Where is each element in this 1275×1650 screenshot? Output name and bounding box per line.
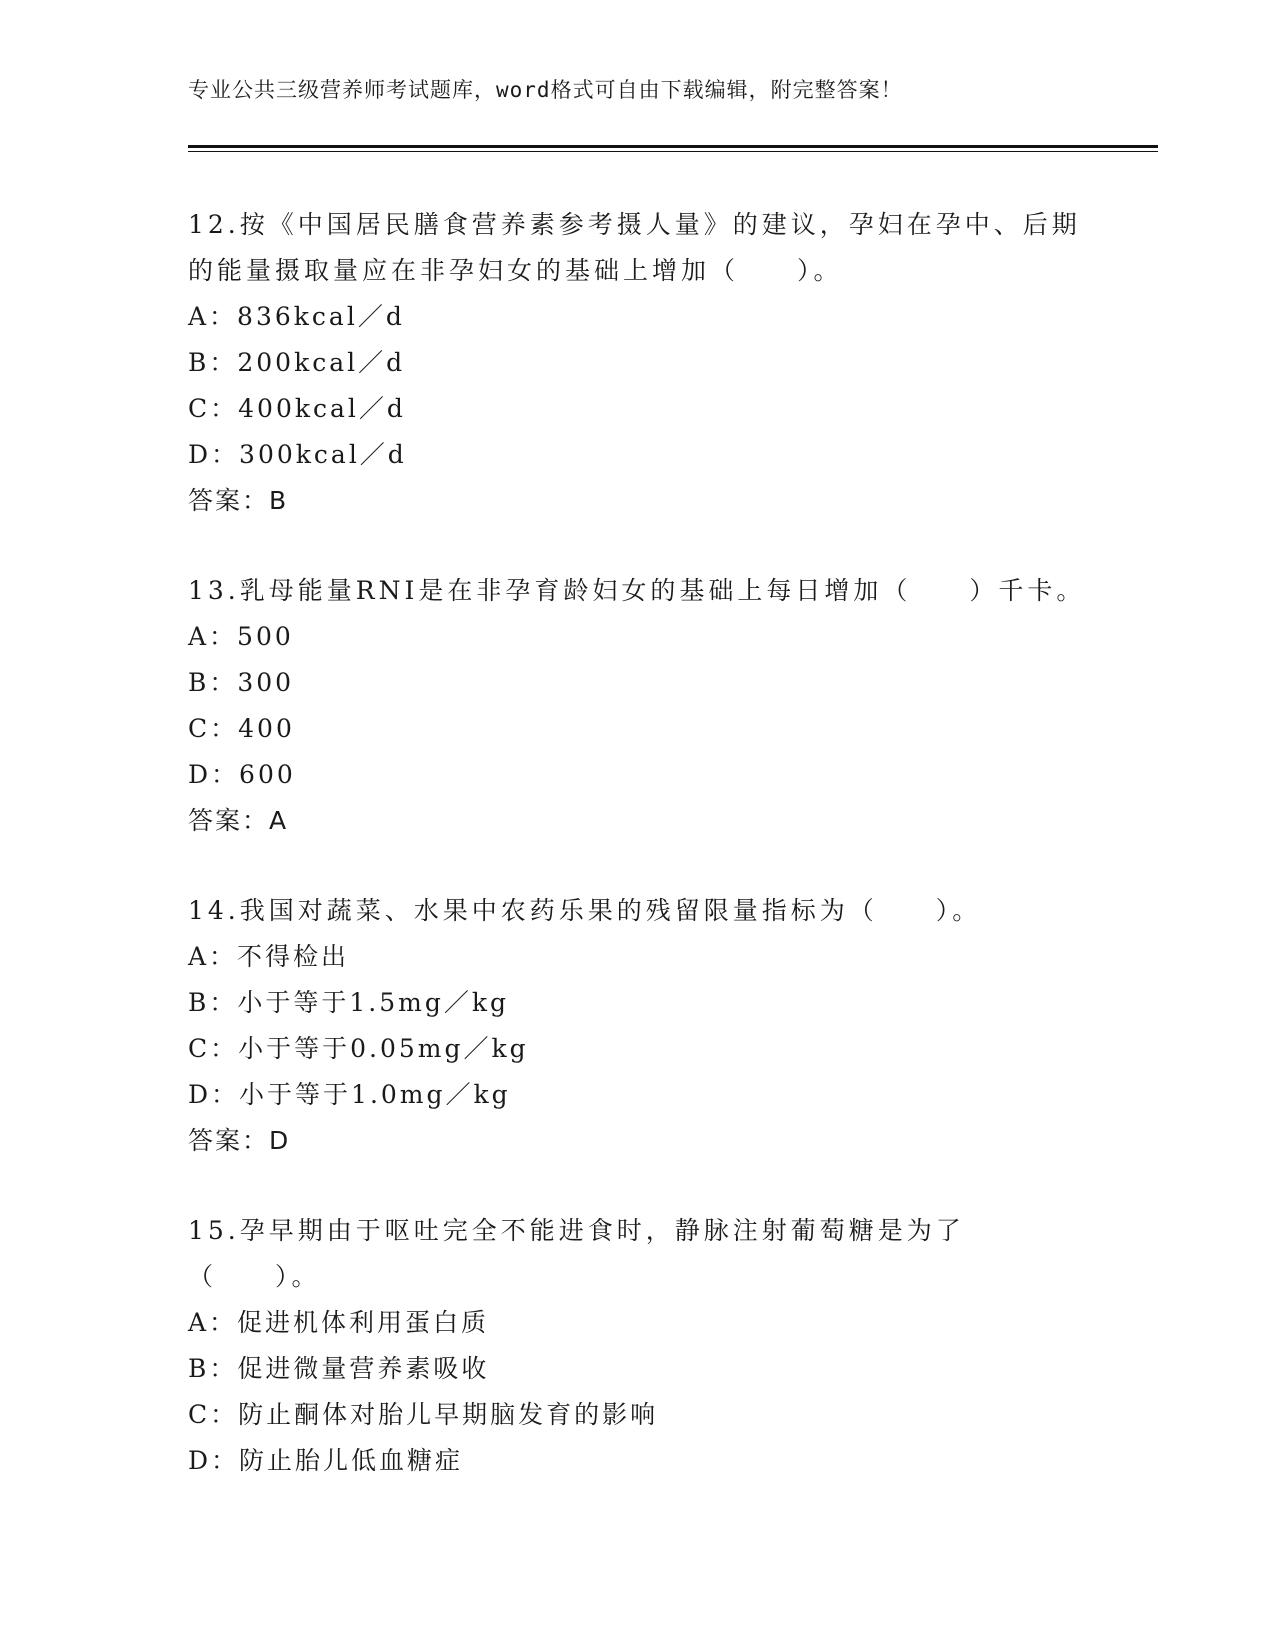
option-c: C：小于等于0.05mg／kg — [188, 1034, 529, 1063]
question-stem: 14.我国对蔬菜、水果中农药乐果的残留限量指标为（ ）。 — [188, 896, 982, 925]
page-header: 专业公共三级营养师考试题库，word格式可自由下载编辑，附完整答案！ — [188, 78, 903, 102]
option-a: A：500 — [188, 622, 294, 651]
option-b: B：300 — [188, 668, 295, 697]
question-list — [188, 202, 1088, 1528]
option-d: D：300kcal／d — [188, 440, 407, 469]
option-b: B：促进微量营养素吸收 — [188, 1354, 490, 1383]
answer-line: 答案：B — [188, 486, 289, 515]
option-d: D：600 — [188, 760, 296, 789]
question-12 — [188, 202, 1088, 524]
question-15 — [188, 1208, 1088, 1484]
option-c: C：400kcal／d — [188, 394, 406, 423]
option-d: D：防止胎儿低血糖症 — [188, 1446, 464, 1475]
answer-line: 答案：A — [188, 806, 289, 835]
question-stem: 12.按《中国居民膳食营养素参考摄人量》的建议，孕妇在孕中、后期的能量摄取量应在非孕妇女的基础上增加（ ）。 — [188, 210, 1081, 285]
question-14 — [188, 888, 1088, 1164]
option-a: A：不得检出 — [188, 942, 350, 971]
option-a: A：促进机体利用蛋白质 — [188, 1308, 490, 1337]
option-b: B：200kcal／d — [188, 348, 406, 377]
header-divider-thin — [188, 151, 1158, 152]
question-13 — [188, 568, 1088, 844]
option-c: C：400 — [188, 714, 295, 743]
option-a: A：836kcal／d — [188, 302, 405, 331]
option-b: B：小于等于1.5mg／kg — [188, 988, 509, 1017]
answer-line: 答案：D — [188, 1126, 291, 1155]
option-d: D：小于等于1.0mg／kg — [188, 1080, 511, 1109]
header-divider-thick — [188, 145, 1158, 148]
question-stem: 13.乳母能量RNI是在非孕育龄妇女的基础上每日增加（ ）千卡。 — [188, 576, 1086, 605]
option-c: C：防止酮体对胎儿早期脑发育的影响 — [188, 1400, 659, 1429]
question-stem: 15.孕早期由于呕吐完全不能进食时，静脉注射葡萄糖是为了（ ）。 — [188, 1216, 965, 1291]
